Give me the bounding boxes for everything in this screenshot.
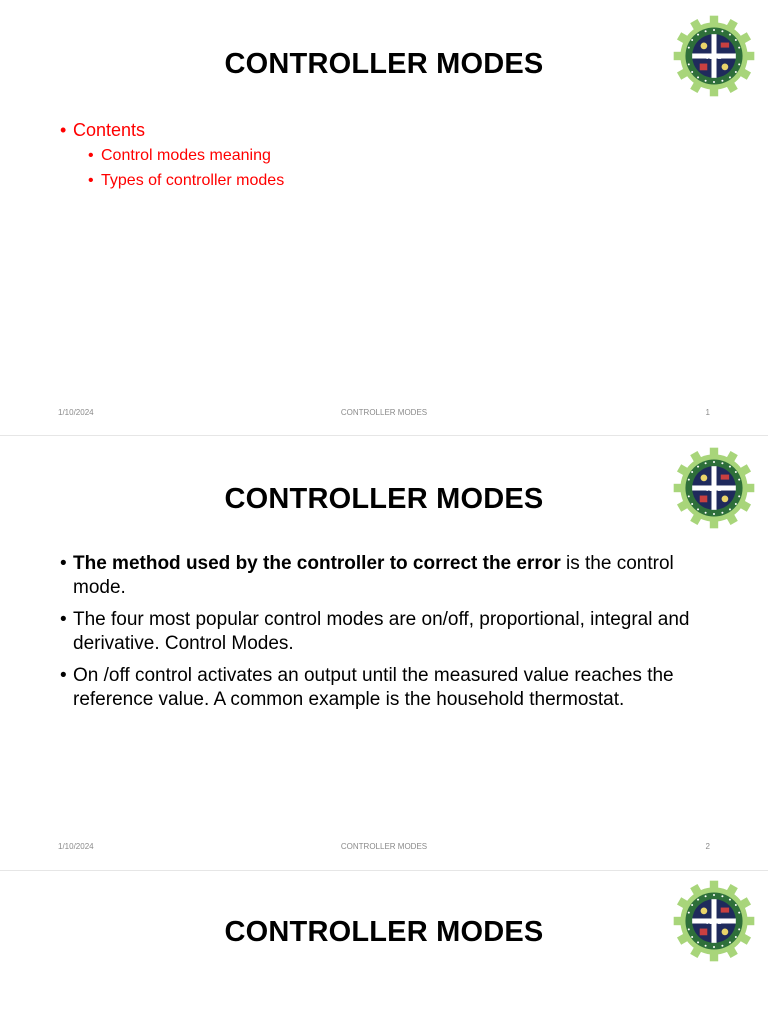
contents-heading: • Contents — [60, 117, 718, 143]
slide-3 — [0, 870, 768, 1025]
contents-item: • Control modes meaning — [88, 143, 718, 168]
bullet-text: The four most popular control modes are on/off, proportional, integral and derivative. Control Modes. — [73, 609, 690, 654]
logo-initials: ATC — [706, 916, 722, 926]
atc-logo-icon — [672, 14, 756, 98]
slide-title: CONTROLLER MODES — [224, 48, 544, 80]
bullet-bold-text: The method used by the controller to correct the error — [73, 553, 561, 574]
contents-sublist — [88, 143, 718, 193]
footer-title: CONTROLLER MODES — [340, 408, 428, 417]
body-bullet — [60, 664, 718, 712]
footer-title: CONTROLLER MODES — [340, 842, 428, 851]
bullet-text: is the control mode. — [73, 553, 674, 598]
body-bullet — [60, 552, 718, 600]
contents-item: • Types of controller modes — [88, 168, 718, 193]
slide-1 — [0, 0, 768, 432]
slide-title: CONTROLLER MODES — [224, 916, 544, 948]
body-bullet-list — [60, 552, 718, 720]
logo-initials: ATC — [706, 51, 722, 61]
body-bullet — [60, 608, 718, 656]
contents-list — [60, 117, 718, 143]
footer-date: 1/10/2024 — [58, 408, 94, 417]
footer-date: 1/10/2024 — [58, 842, 94, 851]
footer-slide-number: 2 — [705, 842, 710, 851]
atc-logo-icon — [672, 446, 756, 530]
slide-title: CONTROLLER MODES — [224, 483, 544, 515]
footer-slide-number: 1 — [705, 408, 710, 417]
slide-2 — [0, 435, 768, 868]
bullet-text: On /off control activates an output until the measured value reaches the reference value. A common example is the household thermostat. — [73, 665, 674, 710]
atc-logo-icon — [672, 879, 756, 963]
logo-initials: ATC — [706, 483, 722, 493]
